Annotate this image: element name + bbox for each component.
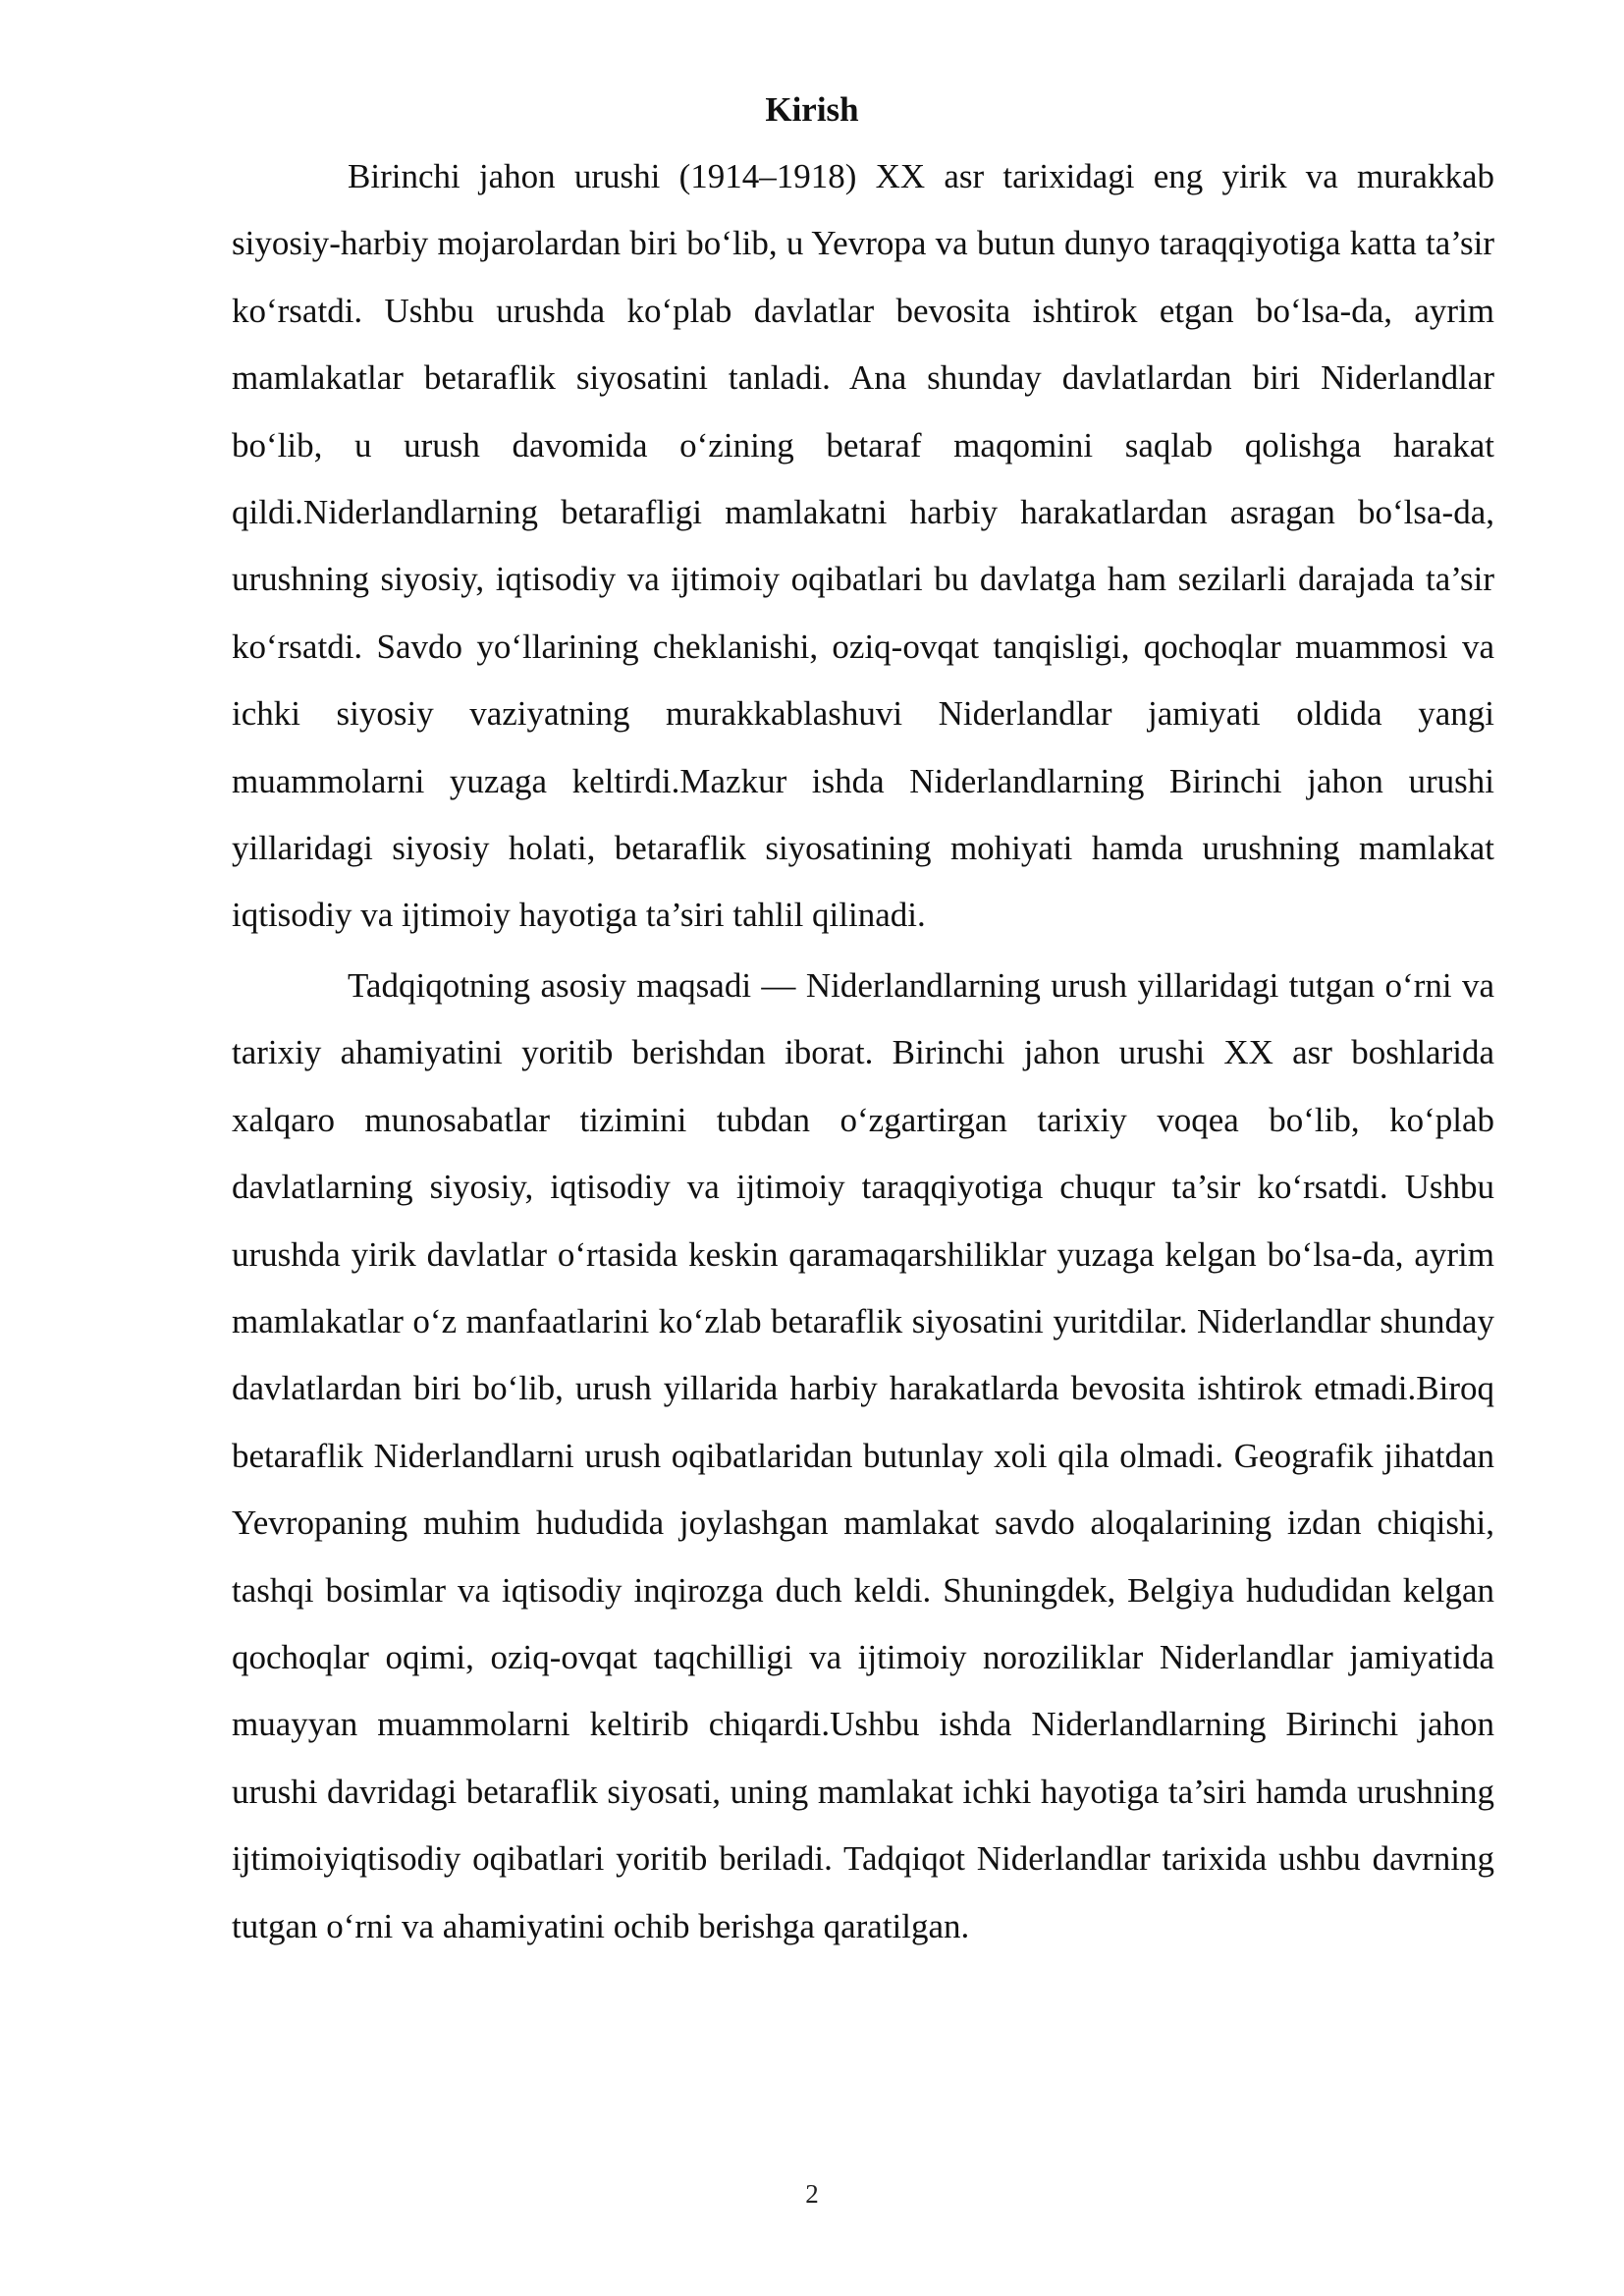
paragraph-intro: Birinchi jahon urushi (1914–1918) XX asr tarixidagi eng yirik va murakkab siyosiy-harbiy mojarolardan biri bo‘lib, u Yevropa va butun dunyo taraqqiyotiga katta ta’sir ko‘rsatdi. Ushbu urushda ko‘plab davlatlar bevosita ishtirok etgan bo‘lsa-da, ayrim mamlakatlar betaraflik siyosatini tanladi. Ana shunday davlatlardan biri Niderlandlar bo‘lib, u urush davomida o‘zining betaraf maqomini saqlab qolishga harakat qildi.Niderlandlarning betarafligi mamlakatni harbiy harakatlardan asragan bo‘lsa-da, urushning siyosiy, iqtisodiy va ijtimoiy oqibatlari bu davlatga ham sezilarli darajada ta’sir ko‘rsatdi. Savdo yo‘llarining cheklanishi, oziq-ovqat tanqisligi, qochoqlar muammosi va ichki siyosiy vaziyatning murakkablashuvi Niderlandlar jamiyati oldida yangi muammolarni yuzaga keltirdi.Mazkur ishda Niderlandlarning Birinchi jahon urushi yillaridagi siyosiy holati, betaraflik siyosatining mohiyati hamda urushning mamlakat iqtisodiy va ijtimoiy hayotiga ta’siri tahlil qilinadi.: [232, 157, 1494, 935]
page-title: Kirish: [765, 90, 859, 129]
body-text: [232, 143, 1494, 1960]
page-number: 2: [805, 2179, 819, 2209]
paragraph-purpose: Tadqiqotning asosiy maqsadi — Niderlandlarning urush yillaridagi tutgan o‘rni va tarixiy ahamiyatini yoritib berishdan iborat. Birinchi jahon urushi XX asr boshlarida xalqaro munosabatlar tizimini tubdan o‘zgartirgan tarixiy voqea bo‘lib, ko‘plab davlatlarning siyosiy, iqtisodiy va ijtimoiy taraqqiyotiga chuqur ta’sir ko‘rsatdi. Ushbu urushda yirik davlatlar o‘rtasida keskin qaramaqarshiliklar yuzaga kelgan bo‘lsa-da, ayrim mamlakatlar o‘z manfaatlarini ko‘zlab betaraflik siyosatini yuritdilar. Niderlandlar shunday davlatlardan biri bo‘lib, urush yillarida harbiy harakatlarda bevosita ishtirok etmadi.Biroq betaraflik Niderlandlarni urush oqibatlaridan butunlay xoli qila olmadi. Geografik jihatdan Yevropaning muhim hududida joylashgan mamlakat savdo aloqalarining izdan chiqishi, tashqi bosimlar va iqtisodiy inqirozga duch keldi. Shuningdek, Belgiya hududidan kelgan qochoqlar oqimi, oziq-ovqat taqchilligi va ijtimoiy noroziliklar Niderlandlar jamiyatida muayyan muammolarni keltirib chiqardi.Ushbu ishda Niderlandlarning Birinchi jahon urushi davridagi betaraflik siyosati, uning mamlakat ichki hayotiga ta’siri hamda urushning ijtimoiyiqtisodiy oqibatlari yoritib beriladi. Tadqiqot Niderlandlar tarixida ushbu davrning tutgan o‘rni va ahamiyatini ochib berishga qaratilgan.: [232, 965, 1494, 1945]
